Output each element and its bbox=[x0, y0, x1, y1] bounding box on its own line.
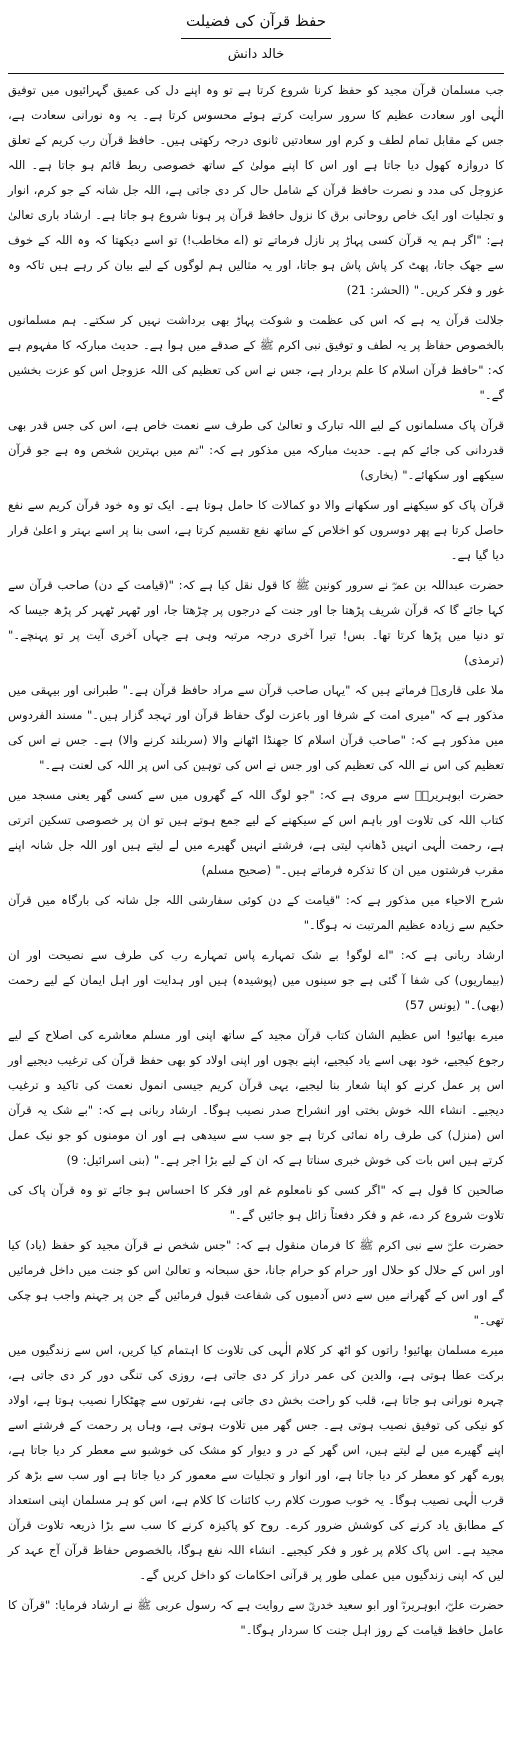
paragraph: صالحین کا قول ہے کہ "اگر کسی کو نامعلوم غم اور فکر کا احساس ہو جائے تو وہ قرآن پاک کی تلاوت شروع کر دے، غم و فکر دفعتاً زائل ہو جائیں گے۔" bbox=[8, 1183, 504, 1222]
paragraph: شرح الاحیاء میں مذکور ہے کہ: "قیامت کے دن کوئی سفارشی اللہ جل شانہ کی بارگاہ میں قرآن حکیم سے زیادہ عظیم المرتبت نہ ہوگا۔" bbox=[8, 893, 504, 932]
paragraph: جب مسلمان قرآن مجید کو حفظ کرنا شروع کرتا ہے تو وہ اپنے دل کی عمیق گہرائیوں میں توفیق الٰہی اور سعادت عظیم کا سرور سرایت کرتے ہوئے محسوس کرتا ہے۔ یہ وہ نورانی سعادت ہے، جس کے مقابل تمام لطف و کرم اور سعادتیں ثانوی درجہ رکھتی ہیں۔ حافظ قرآن رب کریم کے تعلق کا دروازہ کھول دیا جاتا ہے اور اس کا اپنے مولیٰ کے ساتھ خصوصی ربط قائم ہو جاتا ہے۔ اللہ عزوجل کی مدد و نصرت حافظ قرآن کے شامل حال کر دی جاتی ہے، اللہ جل شانہ کے جو کرم، انوار و تجلیات اور ایک خاص روحانی برق کا نزول حافظ قرآن پر ہونا شروع ہو جاتا ہے۔ ارشاد باری تعالیٰ ہے: "اگر ہم یہ قرآن کسی پہاڑ پر نازل فرماتے تو (اے مخاطب!) تو اسے دیکھتا کہ وہ اللہ کے خوف سے جھک جاتا، پھٹ کر پاش پاش ہو جاتا، اور یہ مثالیں ہم لوگوں کے لیے بیان کر رہے ہیں تاکہ وہ غور و فکر کریں۔" (الحشر: 21) bbox=[8, 83, 504, 297]
header-divider bbox=[8, 73, 504, 74]
paragraph: حضرت ابوہریرہؓ سے مروی ہے کہ: "جو لوگ اللہ کے گھروں میں سے کسی گھر یعنی مسجد میں کتاب اللہ کی تلاوت اور باہم اس کے سیکھنے کے لیے جمع ہوتے ہیں تو ان پر خصوصی تسکین اترتی ہے، رحمت الٰہی انہیں ڈھانپ لیتی ہے، فرشتے انہیں گھیرے میں لے لیتے ہیں اور اللہ جل شانہ اپنے مقرب فرشتوں میں ان کا تذکرہ فرماتے ہیں۔" (صحیح مسلم) bbox=[8, 788, 504, 877]
article-title: حفظ قرآن کی فضیلت bbox=[185, 12, 327, 30]
paragraph: حضرت عبداللہ بن عمرؓ نے سرور کونین ﷺ کا قول نقل کیا ہے کہ: "(قیامت کے دن) صاحب قرآن سے کہا جائے گا کہ قرآن شریف پڑھتا جا اور جنت کے درجوں پر چڑھتا جا، اور ٹھہر ٹھہر کر پڑھ جیسا کہ تو دنیا میں پڑھا کرتا تھا۔ بس! تیرا آخری درجہ مرتبہ وہی ہے جہاں آخری آیت پر تو پہنچے۔" (ترمذی) bbox=[8, 578, 504, 667]
paragraph: ارشاد ربانی ہے کہ: "اے لوگو! بے شک تمہارے پاس تمہارے رب کی طرف سے نصیحت اور ان (بیماریوں) کی شفا آ گئی ہے جو سینوں میں (پوشیدہ) ہیں اور ہدایت اور اہل ایمان کے لیے رحمت (بھی)۔" (یونس 57) bbox=[8, 948, 504, 1012]
paragraph: ملا علی قاریؒ فرماتے ہیں کہ "یہاں صاحب قرآن سے مراد حافظ قرآن ہے۔" طبرانی اور بیہقی میں مذکور ہے کہ "میری امت کے شرفا اور باعزت لوگ حفاظ قرآن اور تہجد گزار ہیں۔" مسند الفردوس میں مذکور ہے کہ: "صاحب قرآن اسلام کا جھنڈا اٹھانے والا (سربلند کرنے والا) ہے۔ جس نے اس کی تعظیم کی اس نے اللہ کی تعظیم کی اور جس نے اس کی توہین کی اس پر اللہ کی لعنت ہے۔" bbox=[8, 683, 504, 772]
paragraph: قرآن پاک کو سیکھنے اور سکھانے والا دو کمالات کا حامل ہوتا ہے۔ ایک تو وہ خود قرآن کریم سے نفع حاصل کرتا ہے پھر دوسروں کو اخلاص کے ساتھ نفع تقسیم کرتا ہے، اسی بنا پر اسے بہتر و اعلیٰ قرار دیا گیا ہے۔ bbox=[8, 498, 504, 562]
paragraph: قرآن پاک مسلمانوں کے لیے اللہ تبارک و تعالیٰ کی طرف سے نعمت خاص ہے، اس کی جس قدر بھی قدردانی کی جائے کم ہے۔ حدیث مبارکہ میں مذکور ہے کہ: "تم میں بہترین شخص وہ ہے جو قرآن سیکھے اور سکھائے۔" (بخاری) bbox=[8, 418, 504, 482]
paragraph: میرے بھائیو! اس عظیم الشان کتاب قرآن مجید کے ساتھ اپنی اور مسلم معاشرے کی اصلاح کے لیے رجوع کیجیے، خود بھی اسے یاد کیجیے، اپنے بچوں اور اپنی اولاد کو بھی حفظ قرآن کی ترغیب دیجیے اور اس پر عمل کرنے کو اپنا شعار بنا لیجیے، یہی قرآن کریم جیسی انمول نعمت کی تاکید و ترغیب دیجیے۔ انشاء اللہ خوش بختی اور انشراح صدر نصیب ہوگا۔ ارشاد ربانی ہے کہ: "بے شک یہ قرآن اس (منزل) کی طرف راہ نمائی کرتا ہے جو سب سے سیدھی ہے اور ان مومنوں کو جو نیک عمل کرتے ہیں اس بات کی خوش خبری سناتا ہے کہ ان کے لیے بڑا اجر ہے۔" (بنی اسرائیل: 9) bbox=[8, 1028, 504, 1167]
paragraph: جلالت قرآن یہ ہے کہ اس کی عظمت و شوکت پہاڑ بھی برداشت نہیں کر سکتے۔ ہم مسلمانوں بالخصوص حفاظ پر یہ لطف و توفیق نبی اکرم ﷺ کے صدقے میں ہوا ہے۔ حدیث مبارکہ کا مفہوم ہے کہ: "حافظ قرآن اسلام کا علم بردار ہے، جس نے اس کی تعظیم کی اللہ عزوجل اس کو عزت بخشیں گے۔" bbox=[8, 313, 504, 402]
paragraph: حضرت علیؓ سے نبی اکرم ﷺ کا فرمان منقول ہے کہ: "جس شخص نے قرآن مجید کو حفظ (یاد) کیا اور اس کے حلال کو حلال اور حرام کو حرام جانا، حق سبحانہ و تعالیٰ اس کو جنت میں داخل فرمائیں گے اور اس کے گھرانے میں سے دس آدمیوں کی شفاعت قبول فرمائیں گے جن پر جہنم واجب ہو چکی تھی۔" bbox=[8, 1238, 504, 1327]
paragraph: حضرت علیؓ، ابوہریرہؓ اور ابو سعید خدریؓ سے روایت ہے کہ رسول عربی ﷺ نے ارشاد فرمایا: "قرآن کا عامل حافظ قیامت کے روز اہل جنت کا سردار ہوگا۔" bbox=[8, 1598, 504, 1637]
paragraph: میرے مسلمان بھائیو! راتوں کو اٹھ کر کلام الٰہی کی تلاوت کا اہتمام کیا کریں، اس سے زندگیوں میں برکت عطا ہوتی ہے، والدین کی عمر دراز کر دی جاتی ہے، روزی کی تنگی دور کر دی جاتی ہے، چہرہ نورانی ہو جاتا ہے، قلب کو راحت بخش دی جاتی ہے، نفرتوں سے چھٹکارا نصیب ہوتا ہے، اولاد کو نیکی کی توفیق نصیب ہوتی ہے۔ جس گھر میں تلاوت ہوتی ہے، وہاں پر رحمت کے فرشتے اسے اپنے گھیرے میں لے لیتے ہیں، اس گھر کے در و دیوار کو مشک کی خوشبو سے معطر کر دیا جاتا ہے، پورے گھر کو معطر کر دیا جاتا ہے، اور انوار و تجلیات سے معمور کر دیا جاتا ہے اور سب سے بڑھ کر قرب الٰہی نصیب ہوگا۔ یہ خوب صورت کلام رب کائنات کا کلام ہے، اس کو ہر مسلمان اپنی استعداد کے مطابق یاد کرنے کی کوشش ضرور کرے۔ روح کو پاکیزہ کرنے کا سب سے بڑا ذریعہ تلاوت قرآن مجید ہے۔ اس پاک کلام پر غور و فکر کیجیے۔ انشاء اللہ نفع ہوگا، بالخصوص حفاظ قرآن آج عہد کر لیں کہ اپنی زندگیوں میں عملی طور پر قرآنی احکامات کو داخل کریں گے۔ bbox=[8, 1343, 504, 1582]
author-byline: خالد دانش bbox=[227, 47, 285, 62]
article-body bbox=[8, 78, 504, 1643]
